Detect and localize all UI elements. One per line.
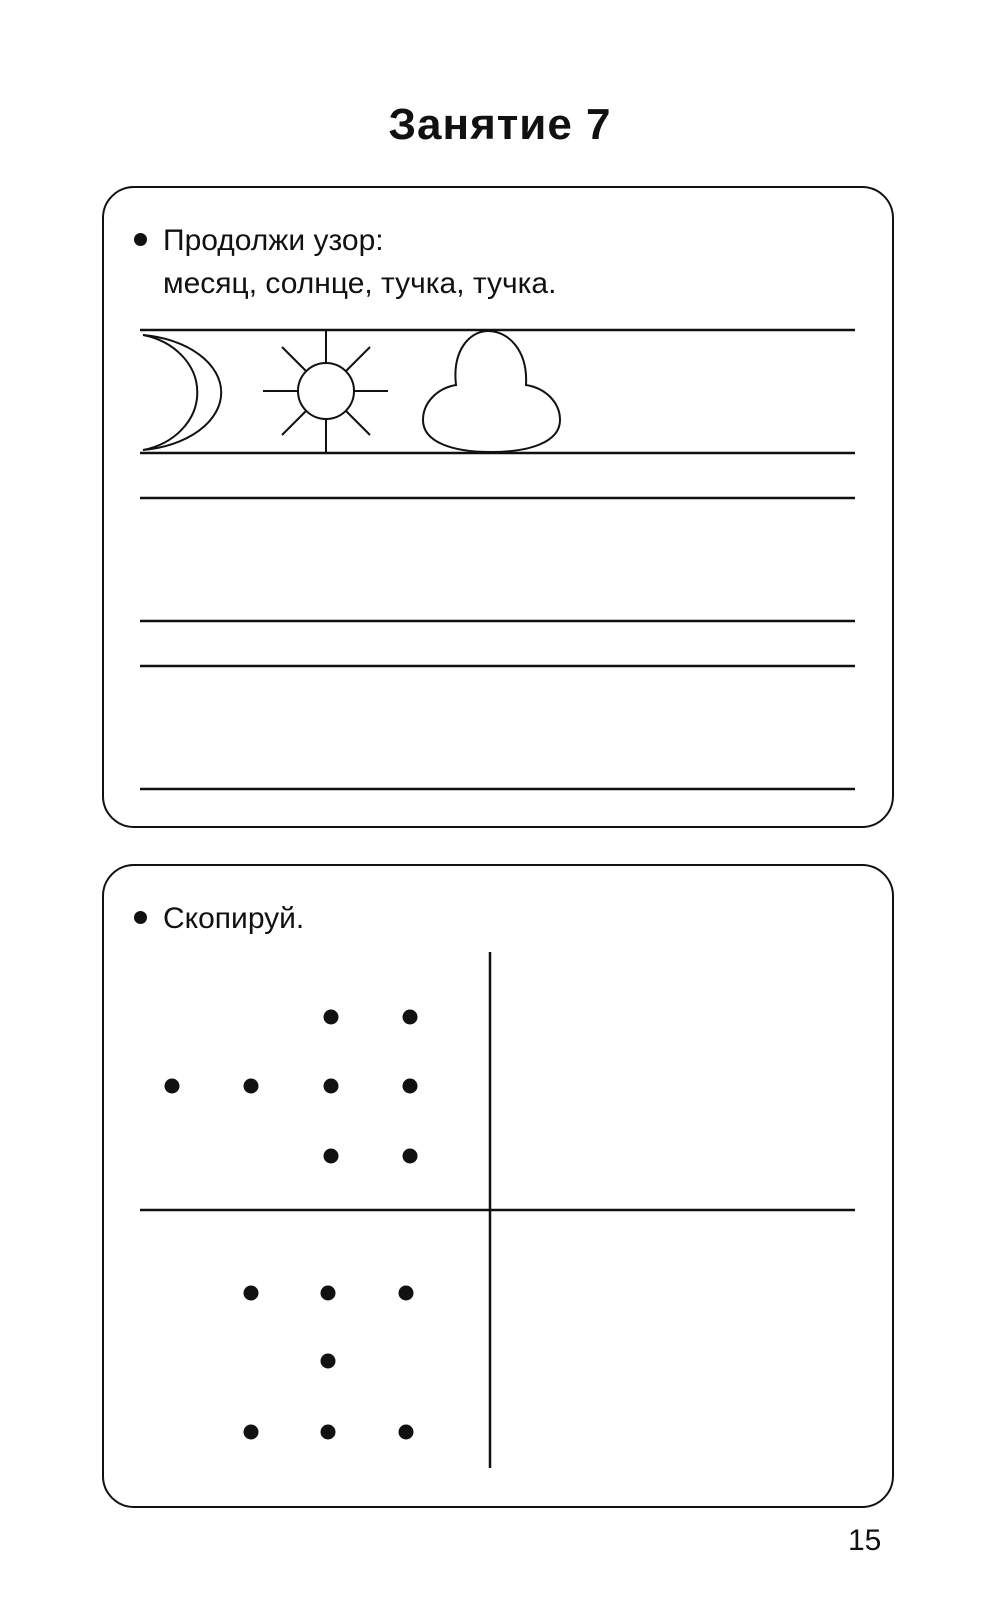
task2-instruction: Скопируй. xyxy=(163,902,305,935)
dot-pattern-b xyxy=(244,1286,414,1440)
pattern-dot xyxy=(403,1010,418,1025)
pattern-dot xyxy=(324,1010,339,1025)
pattern-dot xyxy=(165,1079,180,1094)
pattern-dot xyxy=(244,1425,259,1440)
copy-area-top[interactable] xyxy=(492,952,855,1208)
pattern-dot xyxy=(244,1079,259,1094)
pattern-dot xyxy=(399,1425,414,1440)
page-title: Занятие 7 xyxy=(388,100,612,149)
pattern-dot xyxy=(403,1079,418,1094)
pattern-dot xyxy=(321,1354,336,1369)
pattern-dot xyxy=(321,1286,336,1301)
pattern-dot xyxy=(403,1149,418,1164)
dot-pattern-a xyxy=(165,1010,418,1164)
task1-pattern-text: месяц, солнце, тучка, тучка. xyxy=(163,267,557,300)
page-number: 15 xyxy=(848,1524,882,1557)
copy-area-bottom[interactable] xyxy=(492,1212,855,1468)
pattern-dot xyxy=(399,1286,414,1301)
pattern-dot xyxy=(324,1079,339,1094)
pattern-dot xyxy=(321,1425,336,1440)
pattern-dot xyxy=(244,1286,259,1301)
pattern-dot xyxy=(324,1149,339,1164)
task1-instruction: Продолжи узор: xyxy=(163,224,384,257)
